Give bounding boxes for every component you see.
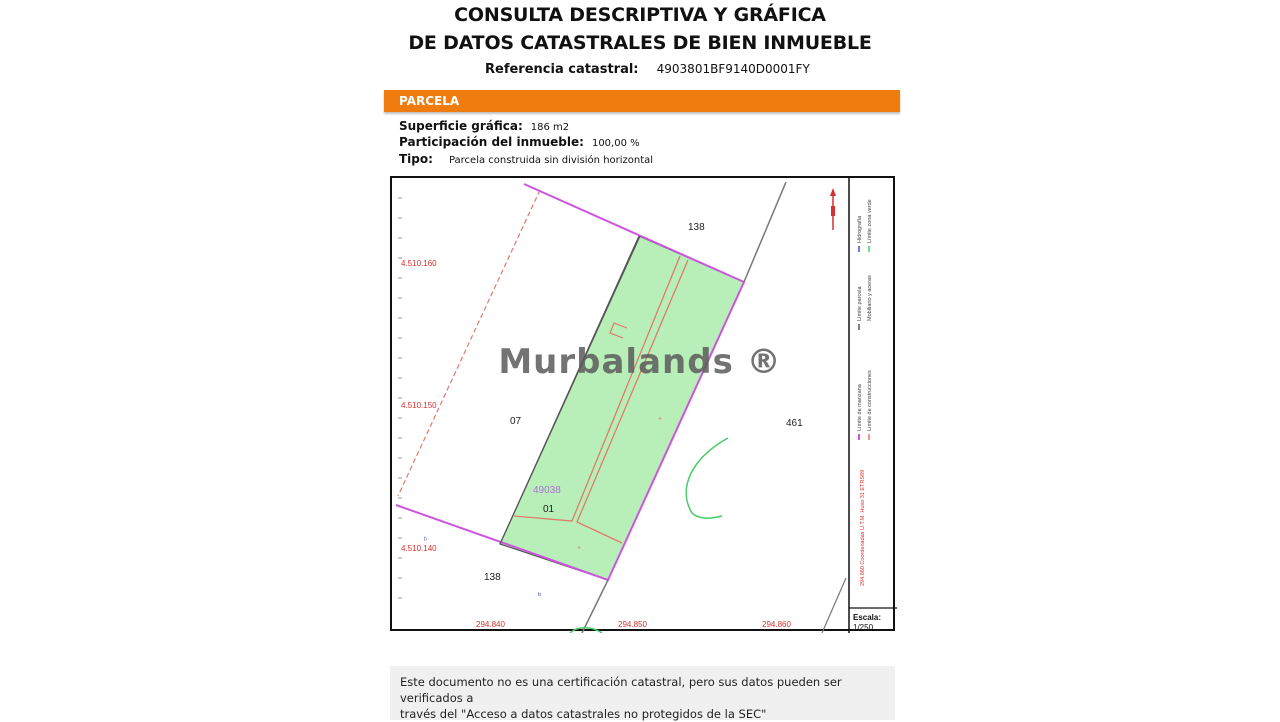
- cadastral-reference-value: 4903801BF9140D0001FY: [656, 62, 810, 76]
- scale-value: 1/250: [853, 623, 874, 632]
- type-label: Tipo:: [399, 152, 433, 166]
- y-coord-2: 4.510.150: [401, 401, 437, 410]
- y-coord-1: 4.510.160: [401, 259, 437, 268]
- watermark: Murbalands ®: [498, 342, 782, 382]
- disclaimer-note: [390, 666, 895, 720]
- legend-item-parcela: Límite parcela: [857, 286, 863, 321]
- disclaimer-line1: Este documento no es una certificación catastral, pero sus datos pueden ser verificados a: [400, 675, 842, 705]
- cadastral-reference: [485, 62, 810, 77]
- legend-item-hidrografia: Hidrografía: [857, 215, 863, 243]
- legend-item-construcciones: Límite de construcciones: [867, 370, 873, 431]
- x-coord-2: 294.850: [618, 620, 647, 629]
- type-row: [399, 152, 653, 166]
- legend-item-zona-verde: Límite zona verde: [867, 199, 873, 243]
- north-arrow-icon: [830, 188, 836, 230]
- scale-label: Escala:: [853, 613, 882, 622]
- share-value: 100,00 %: [591, 138, 640, 149]
- x-coord-3: 294.860: [762, 620, 791, 629]
- document-title-line2: DE DATOS CATASTRALES DE BIEN INMUEBLE: [408, 32, 872, 54]
- neighbor-label-top: 138: [688, 222, 705, 233]
- disclaimer-line2: través del "Acceso a datos catastrales no protegidos de la SEC": [400, 707, 767, 721]
- section-title: PARCELA: [399, 94, 460, 108]
- marker-blue-2: ᵇ: [538, 591, 542, 600]
- surface-value: 186 m2: [530, 122, 570, 133]
- legend-crs: 294.860 Coordenadas U.T.M. Huso 31 ETRS89: [860, 469, 866, 586]
- neighbor-label-left: 07: [510, 416, 522, 427]
- map-legend: [857, 199, 873, 586]
- cadastral-map: [390, 176, 895, 631]
- street-line-3: [822, 578, 846, 633]
- parcel-polygon: [500, 236, 744, 580]
- green-zone-arc-bottom: [570, 628, 602, 633]
- neighbor-label-right: 461: [786, 418, 803, 429]
- share-label: Participación del inmueble:: [399, 135, 584, 149]
- marker-blue-1: ᵇ: [424, 537, 427, 544]
- cadastral-reference-label: Referencia catastral:: [485, 62, 639, 77]
- surface-row: [399, 119, 569, 133]
- document-title-line1: CONSULTA DESCRIPTIVA Y GRÁFICA: [454, 4, 826, 26]
- map-ruler-left: [398, 198, 402, 598]
- green-zone-arc: [686, 438, 728, 518]
- legend-item-manzana: Límite de manzana: [857, 384, 863, 431]
- surface-label: Superficie gráfica:: [399, 119, 523, 133]
- street-line-1: [744, 182, 786, 282]
- y-coord-3: 4.510.140: [401, 544, 437, 553]
- x-coord-1: 294.840: [476, 620, 505, 629]
- section-header-parcela: [384, 90, 900, 112]
- street-line-2: [582, 580, 608, 633]
- share-row: [399, 135, 640, 149]
- marker-red-1: +: [577, 545, 582, 552]
- neighbor-label-bottom: 138: [484, 572, 501, 583]
- legend-item-mobiliario: Mobiliario y aceras: [867, 275, 873, 321]
- parcel-id-label: 49038: [533, 485, 561, 496]
- parcel-sub-label: 01: [543, 504, 555, 515]
- marker-red-2: +: [658, 416, 663, 423]
- type-value: Parcela construida sin división horizontal: [448, 155, 654, 166]
